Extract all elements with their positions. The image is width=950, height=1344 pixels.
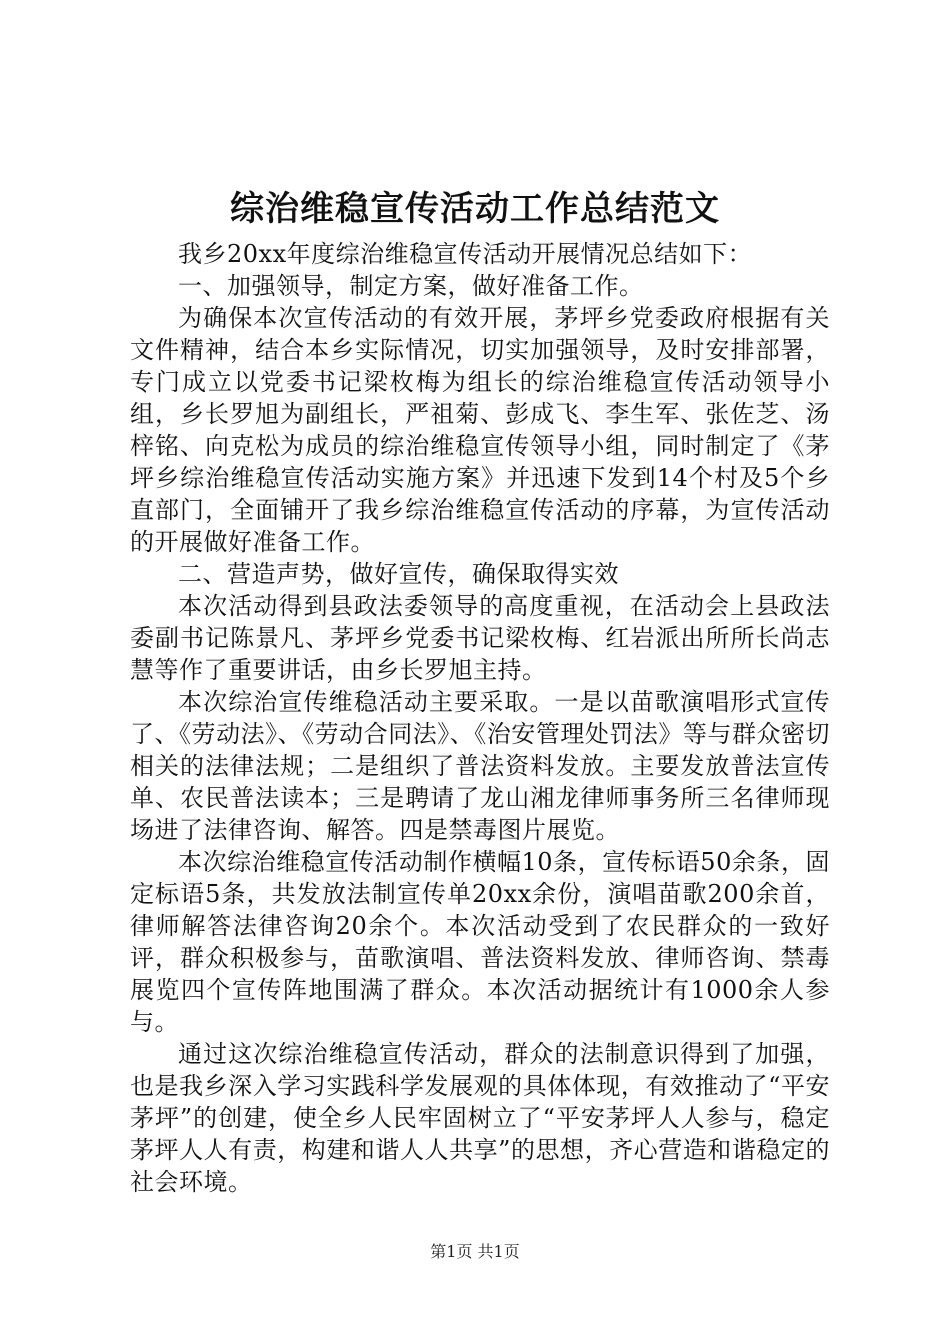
body-paragraph: 为确保本次宣传活动的有效开展，茅坪乡党委政府根据有关文件精神，结合本乡实际情况，切实加强领导，及时安排部署，专门成立以党委书记梁枚梅为组长的综治维稳宣传活动领导小组，乡长罗旭为副组长，严祖菊、彭成飞、李生军、张佐芝、汤梓铭、向克松为成员的综治维稳宣传领导小组，同时制定了《茅坪乡综治维稳宣传活动实施方案》并迅速下发到14个村及5个乡直部门，全面铺开了我乡综治维稳宣传活动的序幕，为宣传活动的开展做好准备工作。	[130, 304, 830, 556]
body-paragraph: 本次综治维稳宣传活动制作横幅10条，宣传标语50余条，固定标语5条，共发放法制宣传单20xx余份，演唱苗歌200余首，律师解答法律咨询20余个。本次活动受到了农民群众的一致好评，群众积极参与，苗歌演唱、普法资料发放、律师咨询、禁毒展览四个宣传阵地围满了群众。本次活动据统计有1000余人参与。	[130, 848, 830, 1036]
intro-paragraph: 我乡20xx年度综治维稳宣传活动开展情况总结如下：	[178, 240, 753, 268]
document-body	[130, 238, 830, 1198]
section-heading-1: 一、加强领导，制定方案，做好准备工作。	[178, 272, 644, 300]
body-paragraph: 本次综治宣传维稳活动主要采取。一是以苗歌演唱形式宣传了、《劳动法》、《劳动合同法》、《治安管理处罚法》等与群众密切相关的法律法规；二是组织了普法资料发放。主要发放普法宣传单、农民普法读本；三是聘请了龙山湘龙律师事务所三名律师现场进了法律咨询、解答。四是禁毒图片展览。	[130, 688, 830, 844]
document-title: 综治维稳宣传活动工作总结范文	[230, 189, 720, 229]
body-paragraph: 本次活动得到县政法委领导的高度重视，在活动会上县政法委副书记陈景凡、茅坪乡党委书记梁枚梅、红岩派出所所长尚志慧等作了重要讲话，由乡长罗旭主持。	[130, 592, 830, 684]
page-footer: 第1页 共1页	[430, 1242, 520, 1261]
section-heading-2: 二、营造声势，做好宣传，确保取得实效	[178, 560, 619, 588]
conclusion-paragraph: 通过这次综治维稳宣传活动，群众的法制意识得到了加强，也是我乡深入学习实践科学发展观的具体体现，有效推动了“平安茅坪”的创建，使全乡人民牢固树立了“平安茅坪人人参与，稳定茅坪人人有责，构建和谐人人共享”的思想，齐心营造和谐稳定的社会环境。	[130, 1040, 830, 1196]
